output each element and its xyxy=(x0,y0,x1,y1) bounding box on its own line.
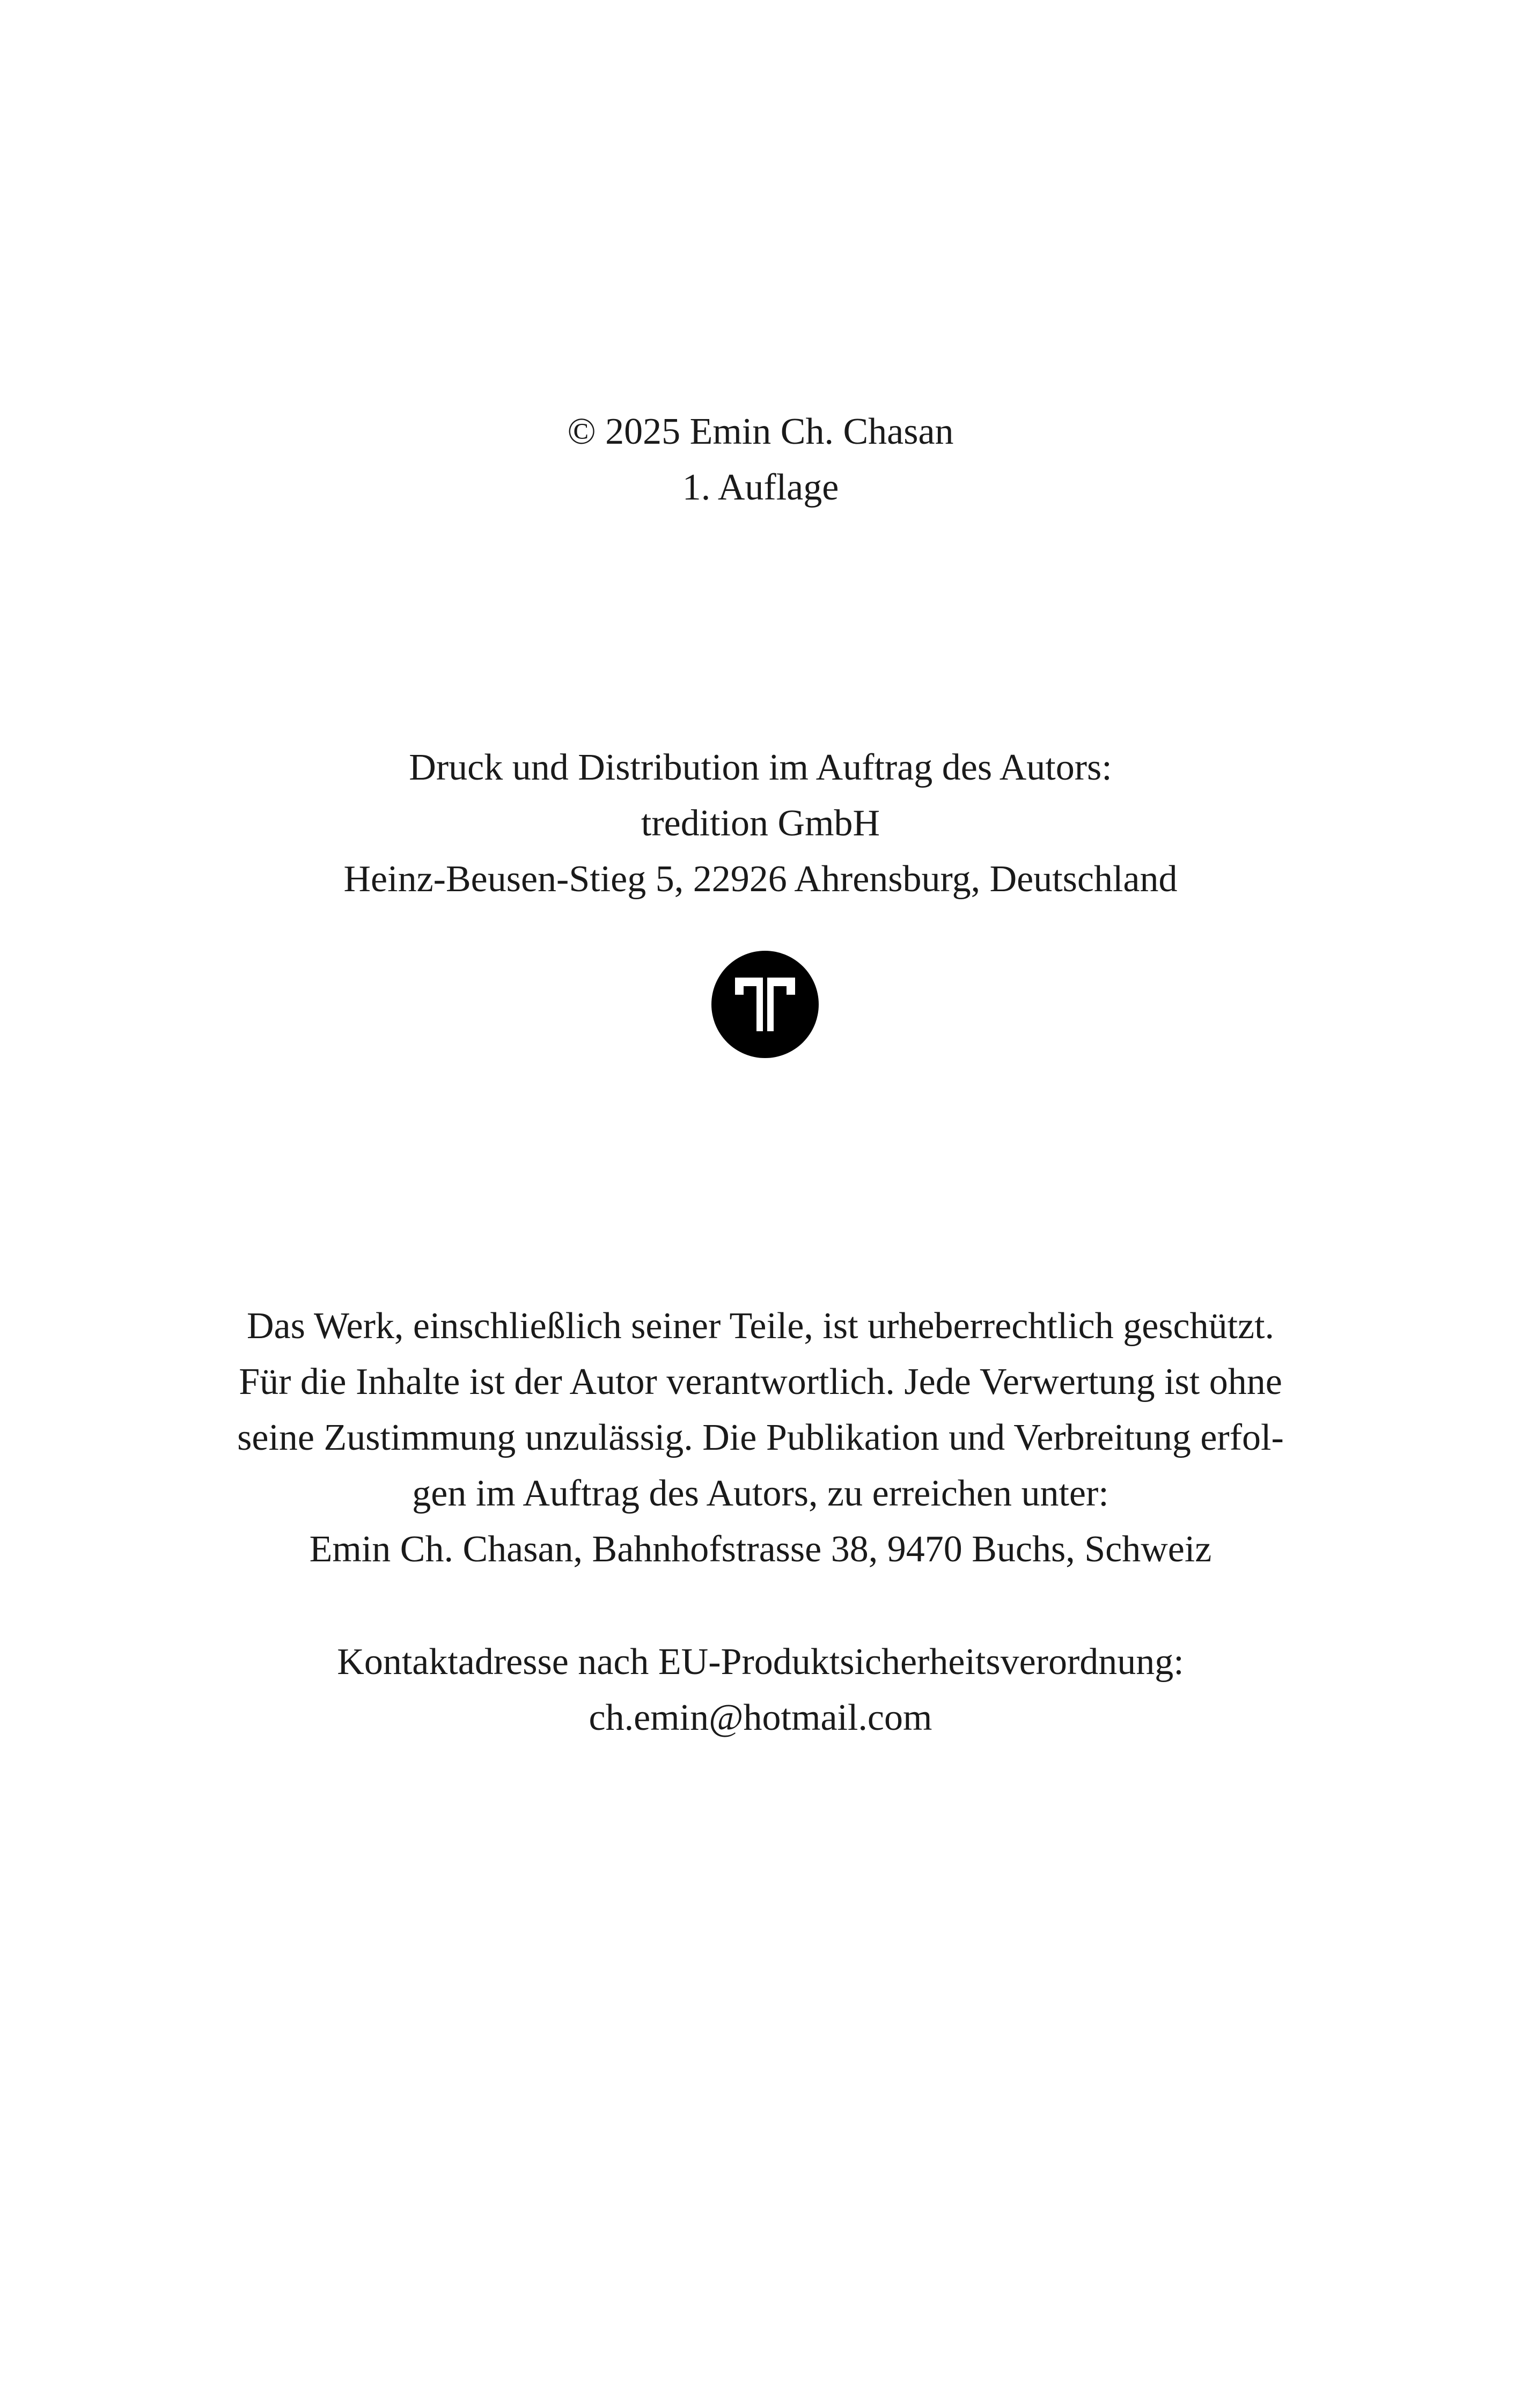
legal-line-5: Emin Ch. Chasan, Bahnhofstrasse 38, 9470 Buchs, Schweiz xyxy=(309,1529,1212,1570)
contact-label: Kontaktadresse nach EU-Produktsicherheitsverordnung: xyxy=(337,1641,1184,1683)
legal-line-4: gen im Auftrag des Autors, zu erreichen unter: xyxy=(412,1473,1109,1514)
legal-line-3: seine Zustimmung unzulässig. Die Publikation und Verbreitung erfol- xyxy=(237,1417,1284,1458)
legal-line-1: Das Werk, einschließlich seiner Teile, ist urheberrechtlich geschützt. xyxy=(246,1305,1275,1347)
publisher-name: tredition GmbH xyxy=(641,803,880,844)
legal-line-2: Für die Inhalte ist der Autor verantwortlich. Jede Verwertung ist ohne xyxy=(239,1361,1282,1403)
publisher-address: Heinz-Beusen-Stieg 5, 22926 Ahrensburg, Deutschland xyxy=(343,858,1178,900)
tredition-logo-icon xyxy=(711,951,819,1058)
copyright-line: © 2025 Emin Ch. Chasan xyxy=(567,411,954,452)
publisher-intro: Druck und Distribution im Auftrag des Autors: xyxy=(409,747,1112,788)
contact-email: ch.emin@hotmail.com xyxy=(589,1697,932,1738)
edition-line: 1. Auflage xyxy=(682,467,839,508)
